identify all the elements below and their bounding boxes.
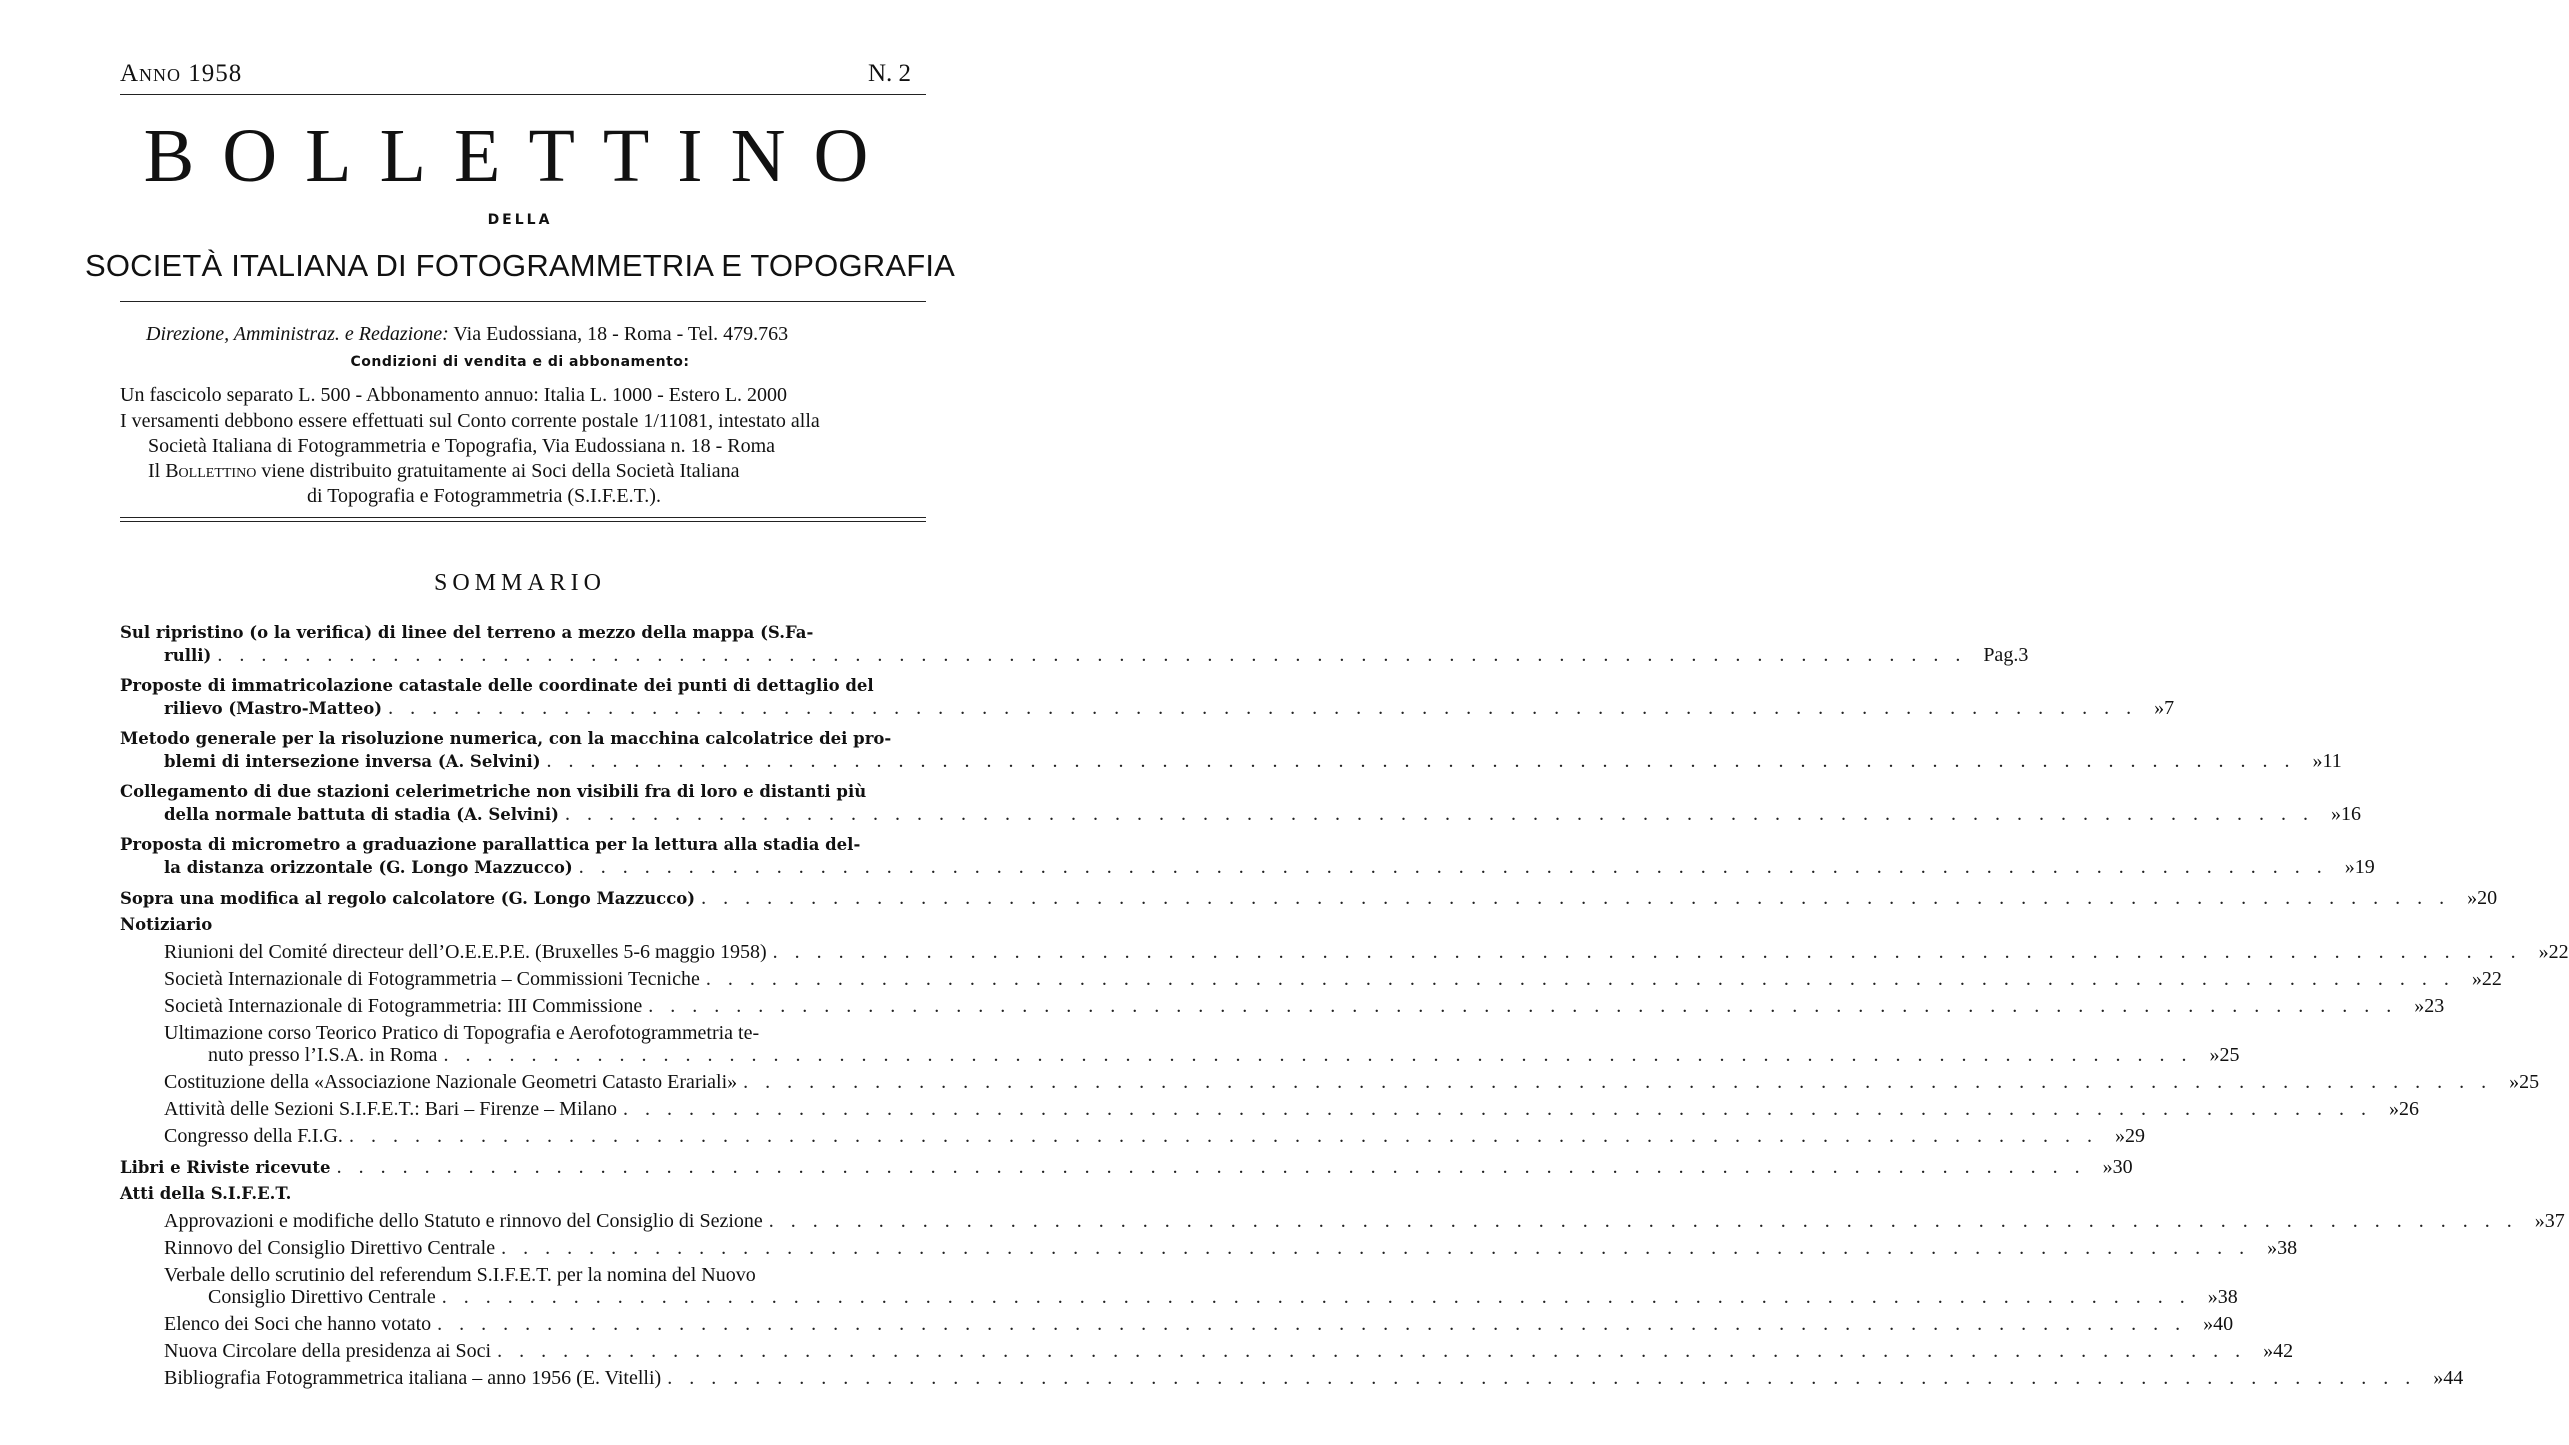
toc-entry — [120, 675, 2175, 719]
toc-page-number: 42 — [2273, 1340, 2294, 1362]
toc-entry — [120, 1210, 2565, 1232]
toc-entry-title: nuto presso l’I.S.A. in Roma — [208, 1044, 438, 1066]
toc-section-title: Atti della S.I.F.E.T. — [120, 1184, 292, 1203]
toc-entry — [120, 834, 2375, 878]
toc-entry-last-line — [120, 1210, 2565, 1232]
toc-leader-dots: . . . . . . . . . . . . . . . . . . . . . . . . . . . . . . . . . . . . . . . . . . . . . . . . . . . . . . . . . . . . . . . . . . . . . . . . . . . . . . . . — [336, 1156, 2097, 1178]
toc-entry-last-line — [120, 856, 2375, 878]
toc-page-number: 29 — [2124, 1125, 2145, 1147]
toc-entry-last-line — [120, 887, 2498, 909]
title-rule — [120, 301, 926, 302]
toc-page-ref: » — [2331, 803, 2341, 825]
toc-entry-title: Società Internazionale di Fotogrammetria – Commissioni Tecniche — [164, 968, 700, 990]
toc-section-heading — [120, 1183, 930, 1205]
summary-heading: SOMMARIO — [433, 570, 607, 596]
info-distribution — [148, 459, 740, 484]
toc-entry-title: Rinnovo del Consiglio Direttivo Centrale — [164, 1237, 496, 1259]
toc-leader-dots: . . . . . . . . . . . . . . . . . . . . . . . . . . . . . . . . . . . . . . . . . . . . . . . . . . . . . . . . . . . . . . . . . . . . . . . . . . . . . . . . — [217, 644, 1978, 666]
toc-entry-last-line — [120, 1098, 2419, 1120]
toc-page-number: 20 — [2477, 887, 2498, 909]
toc-entry-title-line: Sul ripristino (o la verifica) di linee del terreno a mezzo della mappa (S.Fa- — [120, 623, 814, 642]
toc-leader-dots: . . . . . . . . . . . . . . . . . . . . . . . . . . . . . . . . . . . . . . . . . . . . . . . . . . . . . . . . . . . . . . . . . . . . . . . . . . . . . . . . — [501, 1237, 2262, 1259]
toc-entry-title: Libri e Riviste ricevute — [120, 1158, 331, 1177]
info-address-label: Direzione, Amministraz. e Redazione: — [146, 323, 449, 345]
toc-entry — [120, 1313, 2234, 1335]
toc-leader-dots: . . . . . . . . . . . . . . . . . . . . . . . . . . . . . . . . . . . . . . . . . . . . . . . . . . . . . . . . . . . . . . . . . . . . . . . . . . . . . . . . — [388, 697, 2149, 719]
toc-entry-title: della normale battuta di stadia (A. Selvini) — [164, 805, 559, 824]
toc-page-number: 25 — [2219, 1044, 2240, 1066]
toc-page-ref: » — [2344, 856, 2355, 878]
toc-leader-dots: . . . . . . . . . . . . . . . . . . . . . . . . . . . . . . . . . . . . . . . . . . . . . . . . . . . . . . . . . . . . . . . . . . . . . . . . . . . . . . . . — [622, 1098, 2383, 1120]
toc-leader-dots: . . . . . . . . . . . . . . . . . . . . . . . . . . . . . . . . . . . . . . . . . . . . . . . . . . . . . . . . . . . . . . . . . . . . . . . . . . . . . . . . — [768, 1210, 2529, 1232]
toc-entry — [120, 1125, 2145, 1147]
info-distribution-a: Il — [148, 460, 166, 482]
info-conditions-heading: Condizioni di vendita e di abbonamento: — [350, 354, 690, 370]
toc-entry-title: Società Internazionale di Fotogrammetria: III Commissione — [164, 995, 643, 1017]
toc-page-ref: » — [2414, 995, 2425, 1017]
subtitle-della: DELLA — [487, 212, 553, 228]
toc-page-ref: » — [2207, 1286, 2218, 1308]
toc-leader-dots: . . . . . . . . . . . . . . . . . . . . . . . . . . . . . . . . . . . . . . . . . . . . . . . . . . . . . . . . . . . . . . . . . . . . . . . . . . . . . . . . — [667, 1367, 2428, 1389]
toc-entry — [120, 1367, 2464, 1389]
issue-year: Anno 1958 — [120, 60, 243, 87]
toc-page-number: 30 — [2112, 1156, 2133, 1178]
toc-page-ref: » — [2203, 1313, 2214, 1335]
toc-entry-title-line: Metodo generale per la risoluzione numerica, con la macchina calcolatrice dei pro- — [120, 729, 892, 748]
toc-page-ref: Pag. — [1983, 644, 2019, 666]
toc-entry-title: Elenco dei Soci che hanno votato — [164, 1313, 432, 1335]
toc-entry — [120, 887, 2498, 909]
info-payment-2: Società Italiana di Fotogrammetria e Topografia, Via Eudossiana n. 18 - Roma — [148, 435, 776, 457]
info-prices: Un fascicolo separato L. 500 - Abbonamento annuo: Italia L. 1000 - Estero L. 2000 — [120, 384, 788, 406]
toc-entry-title-line: Verbale dello scrutinio del referendum S.I.F.E.T. per la nomina del Nuovo — [164, 1264, 756, 1286]
info-distribution-c: viene distribuito gratuitamente ai Soci della Società Italiana — [256, 460, 740, 482]
toc-entry-last-line — [120, 968, 2502, 990]
toc-entry — [120, 941, 2569, 963]
toc-entry — [120, 728, 2342, 772]
toc-entry — [120, 1071, 2540, 1093]
toc-page-ref: » — [2267, 1237, 2278, 1259]
toc-page-number: 19 — [2354, 856, 2375, 878]
toc-page-ref: » — [2209, 1044, 2220, 1066]
toc-entry-title-line: Ultimazione corso Teorico Pratico di Topografia e Aerofotogrammetria te- — [164, 1022, 760, 1044]
toc-page-ref: » — [2312, 750, 2323, 772]
toc-leader-dots: . . . . . . . . . . . . . . . . . . . . . . . . . . . . . . . . . . . . . . . . . . . . . . . . . . . . . . . . . . . . . . . . . . . . . . . . . . . . . . . . — [565, 803, 2325, 825]
header-rule — [120, 94, 926, 95]
toc-entry — [120, 995, 2445, 1017]
toc-entry — [120, 1098, 2419, 1120]
toc-leader-dots: . . . . . . . . . . . . . . . . . . . . . . . . . . . . . . . . . . . . . . . . . . . . . . . . . . . . . . . . . . . . . . . . . . . . . . . . . . . . . . . . — [437, 1313, 2198, 1335]
toc-leader-dots: . . . . . . . . . . . . . . . . . . . . . . . . . . . . . . . . . . . . . . . . . . . . . . . . . . . . . . . . . . . . . . . . . . . . . . . . . . . . . . . . — [578, 856, 2339, 878]
toc-entry-title: blemi di intersezione inversa (A. Selvini) — [164, 752, 541, 771]
toc-entry-title: Sopra una modifica al regolo calcolatore (G. Longo Mazzucco) — [120, 889, 696, 908]
toc-page-ref: » — [2102, 1156, 2113, 1178]
toc-leader-dots: . . . . . . . . . . . . . . . . . . . . . . . . . . . . . . . . . . . . . . . . . . . . . . . . . . . . . . . . . . . . . . . . . . . . . . . . . . . . . . . . — [443, 1044, 2204, 1066]
toc-page-number: 26 — [2398, 1098, 2419, 1120]
toc-entry-last-line — [120, 1125, 2145, 1147]
toc-leader-dots: . . . . . . . . . . . . . . . . . . . . . . . . . . . . . . . . . . . . . . . . . . . . . . . . . . . . . . . . . . . . . . . . . . . . . . . . . . . . . . . . — [497, 1340, 2258, 1362]
toc-page-number: 7 — [2164, 697, 2175, 719]
toc-entry-title: Attività delle Sezioni S.I.F.E.T.: Bari – Firenze – Milano — [164, 1098, 617, 1120]
toc-entry — [120, 1264, 2238, 1308]
toc-entry-title-line: Proposte di immatricolazione catastale delle coordinate dei punti di dettaglio del — [120, 676, 874, 695]
info-payment: I versamenti debbono essere effettuati sul Conto corrente postale 1/11081, intestato alla — [120, 410, 820, 432]
toc-page-ref: » — [2263, 1340, 2274, 1362]
table-of-contents — [120, 622, 2569, 1389]
toc-section-title: Notiziario — [120, 915, 213, 934]
toc-entry — [120, 1156, 2133, 1178]
toc-entry-last-line — [120, 1340, 2294, 1362]
society-name: SOCIETÀ ITALIANA DI FOTOGRAMMETRIA E TOPOGRAFIA — [84, 248, 956, 283]
toc-leader-dots: . . . . . . . . . . . . . . . . . . . . . . . . . . . . . . . . . . . . . . . . . . . . . . . . . . . . . . . . . . . . . . . . . . . . . . . . . . . . . . . . — [546, 750, 2307, 772]
toc-leader-dots: . . . . . . . . . . . . . . . . . . . . . . . . . . . . . . . . . . . . . . . . . . . . . . . . . . . . . . . . . . . . . . . . . . . . . . . . . . . . . . . . — [648, 995, 2409, 1017]
toc-leader-dots: . . . . . . . . . . . . . . . . . . . . . . . . . . . . . . . . . . . . . . . . . . . . . . . . . . . . . . . . . . . . . . . . . . . . . . . . . . . . . . . . — [772, 941, 2533, 963]
toc-entry-last-line — [120, 1071, 2540, 1093]
toc-page-ref: » — [2534, 1210, 2545, 1232]
toc-entry-last-line — [120, 803, 2361, 825]
toc-page-number: 44 — [2443, 1367, 2464, 1389]
toc-entry-title: rilievo (Mastro-Matteo) — [164, 699, 383, 718]
toc-page-number: 38 — [2217, 1286, 2238, 1308]
info-distribution-2: di Topografia e Fotogrammetria (S.I.F.E.T.). — [307, 485, 661, 507]
toc-entry-title: Congresso della F.I.G. — [164, 1125, 343, 1147]
toc-entry-title: rulli) — [164, 646, 212, 665]
toc-entry-last-line — [120, 750, 2342, 772]
toc-entry-title: la distanza orizzontale (G. Longo Mazzucco) — [164, 858, 573, 877]
toc-leader-dots: . . . . . . . . . . . . . . . . . . . . . . . . . . . . . . . . . . . . . . . . . . . . . . . . . . . . . . . . . . . . . . . . . . . . . . . . . . . . . . . . — [348, 1125, 2109, 1147]
toc-page-number: 22 — [2481, 968, 2502, 990]
toc-page-ref: » — [2538, 941, 2549, 963]
info-distribution-bollettino: Bollettino — [165, 460, 257, 482]
toc-entry — [120, 1340, 2294, 1362]
toc-page-number: 11 — [2322, 750, 2342, 772]
toc-page-number: 40 — [2213, 1313, 2234, 1335]
toc-entry — [120, 781, 2361, 825]
toc-entry-last-line — [120, 1367, 2464, 1389]
toc-entry — [120, 622, 2029, 666]
toc-entry-last-line — [120, 1286, 2238, 1308]
toc-entry-last-line — [120, 644, 2029, 666]
toc-page-ref: » — [2388, 1098, 2399, 1120]
toc-entry-title-line: Proposta di micrometro a graduazione parallattica per la lettura alla stadia del- — [120, 835, 861, 854]
toc-page-number: 3 — [2018, 644, 2029, 666]
toc-page-ref: » — [2433, 1367, 2444, 1389]
toc-entry-title: Approvazioni e modifiche dello Statuto e rinnovo del Consiglio di Sezione — [164, 1210, 763, 1232]
toc-entry-title: Riunioni del Comité directeur dell’O.E.E.P.E. (Bruxelles 5-6 maggio 1958) — [164, 941, 767, 963]
toc-entry-last-line — [120, 995, 2445, 1017]
toc-entry-last-line — [120, 941, 2569, 963]
toc-entry-last-line — [120, 1044, 2240, 1066]
toc-page-ref: » — [2509, 1071, 2520, 1093]
toc-leader-dots: . . . . . . . . . . . . . . . . . . . . . . . . . . . . . . . . . . . . . . . . . . . . . . . . . . . . . . . . . . . . . . . . . . . . . . . . . . . . . . . . — [441, 1286, 2202, 1308]
info-address — [146, 322, 788, 347]
toc-entry-title: Nuova Circolare della presidenza ai Soci — [164, 1340, 492, 1362]
toc-entry-title: Costituzione della «Associazione Nazionale Geometri Catasto Erariali» — [164, 1071, 738, 1093]
toc-entry-last-line — [120, 697, 2175, 719]
toc-page-number: 22 — [2548, 941, 2569, 963]
toc-page-number: 16 — [2341, 803, 2361, 825]
toc-entry-last-line — [120, 1156, 2133, 1178]
toc-leader-dots: . . . . . . . . . . . . . . . . . . . . . . . . . . . . . . . . . . . . . . . . . . . . . . . . . . . . . . . . . . . . . . . . . . . . . . . . . . . . . . . . — [705, 968, 2466, 990]
toc-entry — [120, 1022, 2240, 1066]
toc-entry-last-line — [120, 1237, 2298, 1259]
toc-page-number: 38 — [2277, 1237, 2298, 1259]
toc-entry-title: Bibliografia Fotogrammetrica italiana – anno 1956 (E. Vitelli) — [164, 1367, 662, 1389]
toc-page-ref: » — [2154, 697, 2165, 719]
info-address-text: Via Eudossiana, 18 - Roma - Tel. 479.763 — [448, 323, 789, 345]
issue-number: N. 2 — [868, 60, 912, 87]
toc-entry-last-line — [120, 1313, 2234, 1335]
toc-page-number: 37 — [2544, 1210, 2565, 1232]
toc-entry-title-line: Collegamento di due stazioni celerimetriche non visibili fra di loro e distanti più — [120, 782, 867, 801]
toc-entry — [120, 1237, 2298, 1259]
toc-page-ref: » — [2114, 1125, 2125, 1147]
toc-entry-title: Consiglio Direttivo Centrale — [208, 1286, 436, 1308]
toc-entry — [120, 968, 2502, 990]
page-title: BOLLETTINO — [143, 114, 897, 198]
toc-page-ref: » — [2467, 887, 2478, 909]
toc-page-ref: » — [2471, 968, 2482, 990]
toc-leader-dots: . . . . . . . . . . . . . . . . . . . . . . . . . . . . . . . . . . . . . . . . . . . . . . . . . . . . . . . . . . . . . . . . . . . . . . . . . . . . . . . . — [701, 887, 2462, 909]
toc-section-heading — [120, 914, 930, 936]
double-rule — [120, 517, 926, 522]
toc-leader-dots: . . . . . . . . . . . . . . . . . . . . . . . . . . . . . . . . . . . . . . . . . . . . . . . . . . . . . . . . . . . . . . . . . . . . . . . . . . . . . . . . — [743, 1071, 2504, 1093]
toc-page-number: 25 — [2519, 1071, 2540, 1093]
toc-page-number: 23 — [2424, 995, 2445, 1017]
